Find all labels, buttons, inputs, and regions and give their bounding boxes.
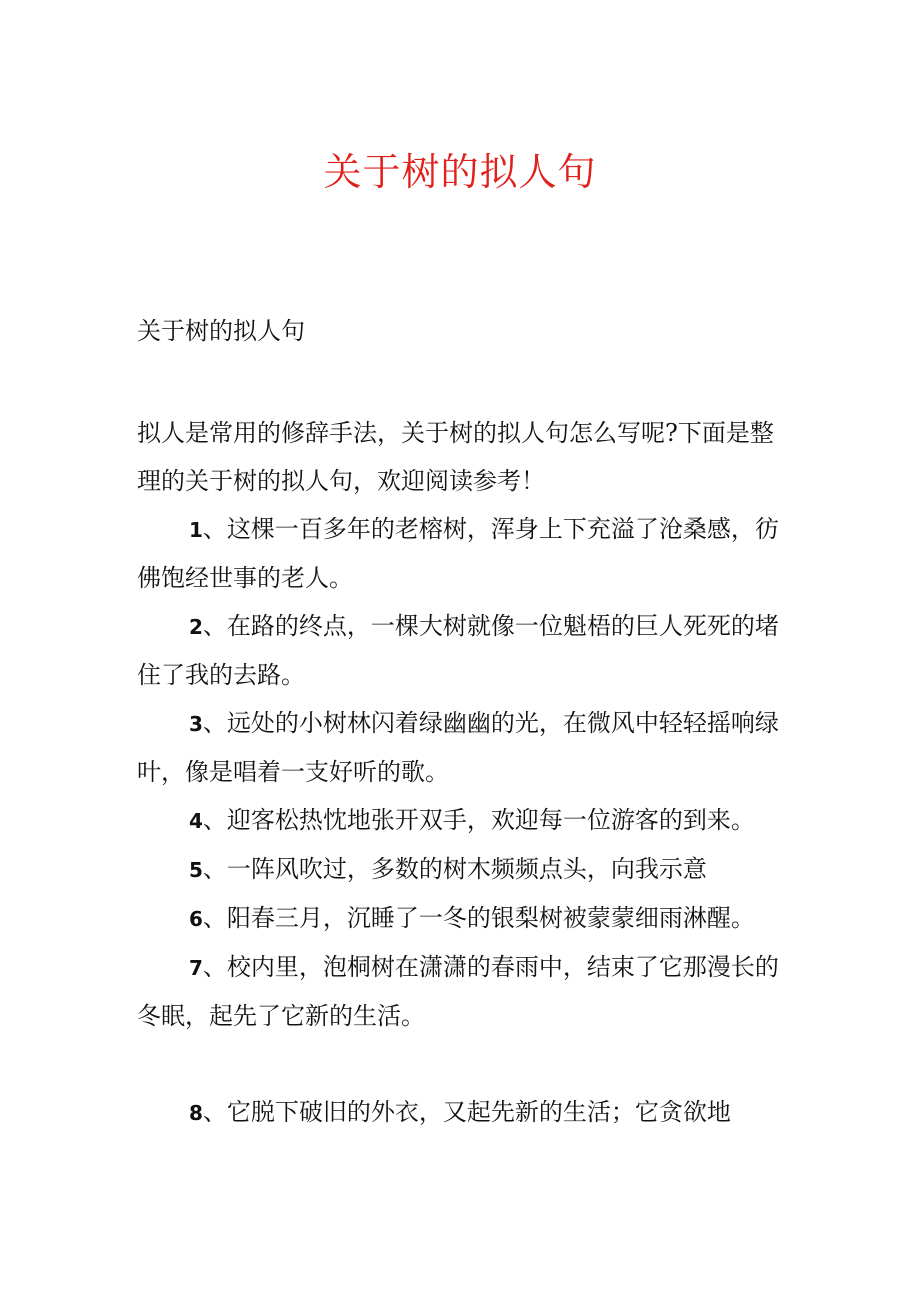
- list-item: [137, 845, 792, 894]
- item-number: 1: [189, 518, 203, 542]
- item-text: 、迎客松热忱地张开双手，欢迎每一位游客的到来。: [202, 806, 755, 834]
- item-number: 8: [189, 1101, 203, 1125]
- list-item: [137, 796, 792, 845]
- item-number: 3: [189, 712, 203, 736]
- item-text: 、一阵风吹过，多数的树木频频点头，向我示意: [202, 855, 707, 883]
- list-item: [137, 602, 792, 699]
- list-item: [137, 505, 792, 602]
- item-text: 、在路的终点，一棵大树就像一位魁梧的巨人死死的堵住了我的去路。: [137, 612, 779, 689]
- paragraph-gap: [137, 1040, 792, 1088]
- item-text: 、阳春三月，沉睡了一冬的银梨树被蒙蒙细雨淋醒。: [202, 904, 755, 932]
- item-number: 6: [189, 907, 203, 931]
- item-number: 4: [189, 809, 203, 833]
- document-subheading: 关于树的拟人句: [137, 317, 305, 345]
- item-number: 5: [189, 858, 203, 882]
- item-text: 、校内里，泡桐树在潇潇的春雨中，结束了它那漫长的冬眠，起先了它新的生活。: [137, 953, 779, 1030]
- item-text: 、它脱下破旧的外衣，又起先新的生活；它贪欲地: [202, 1098, 731, 1126]
- item-number: 2: [189, 615, 203, 639]
- document-title: 关于树的拟人句: [323, 150, 597, 194]
- list-item: [137, 943, 792, 1040]
- intro-paragraph: 拟人是常用的修辞手法，关于树的拟人句怎么写呢?下面是整理的关于树的拟人句，欢迎阅读参考！: [137, 419, 774, 495]
- item-text: 、这棵一百多年的老榕树，浑身上下充溢了沧桑感，彷佛饱经世事的老人。: [137, 515, 779, 592]
- item-number: 7: [189, 956, 203, 980]
- list-item: [137, 699, 792, 796]
- list-item: [137, 1088, 792, 1137]
- item-text: 、远处的小树林闪着绿幽幽的光，在微风中轻轻摇响绿叶，像是唱着一支好听的歌。: [137, 709, 779, 786]
- document-body: [137, 409, 792, 1137]
- list-item: [137, 894, 792, 943]
